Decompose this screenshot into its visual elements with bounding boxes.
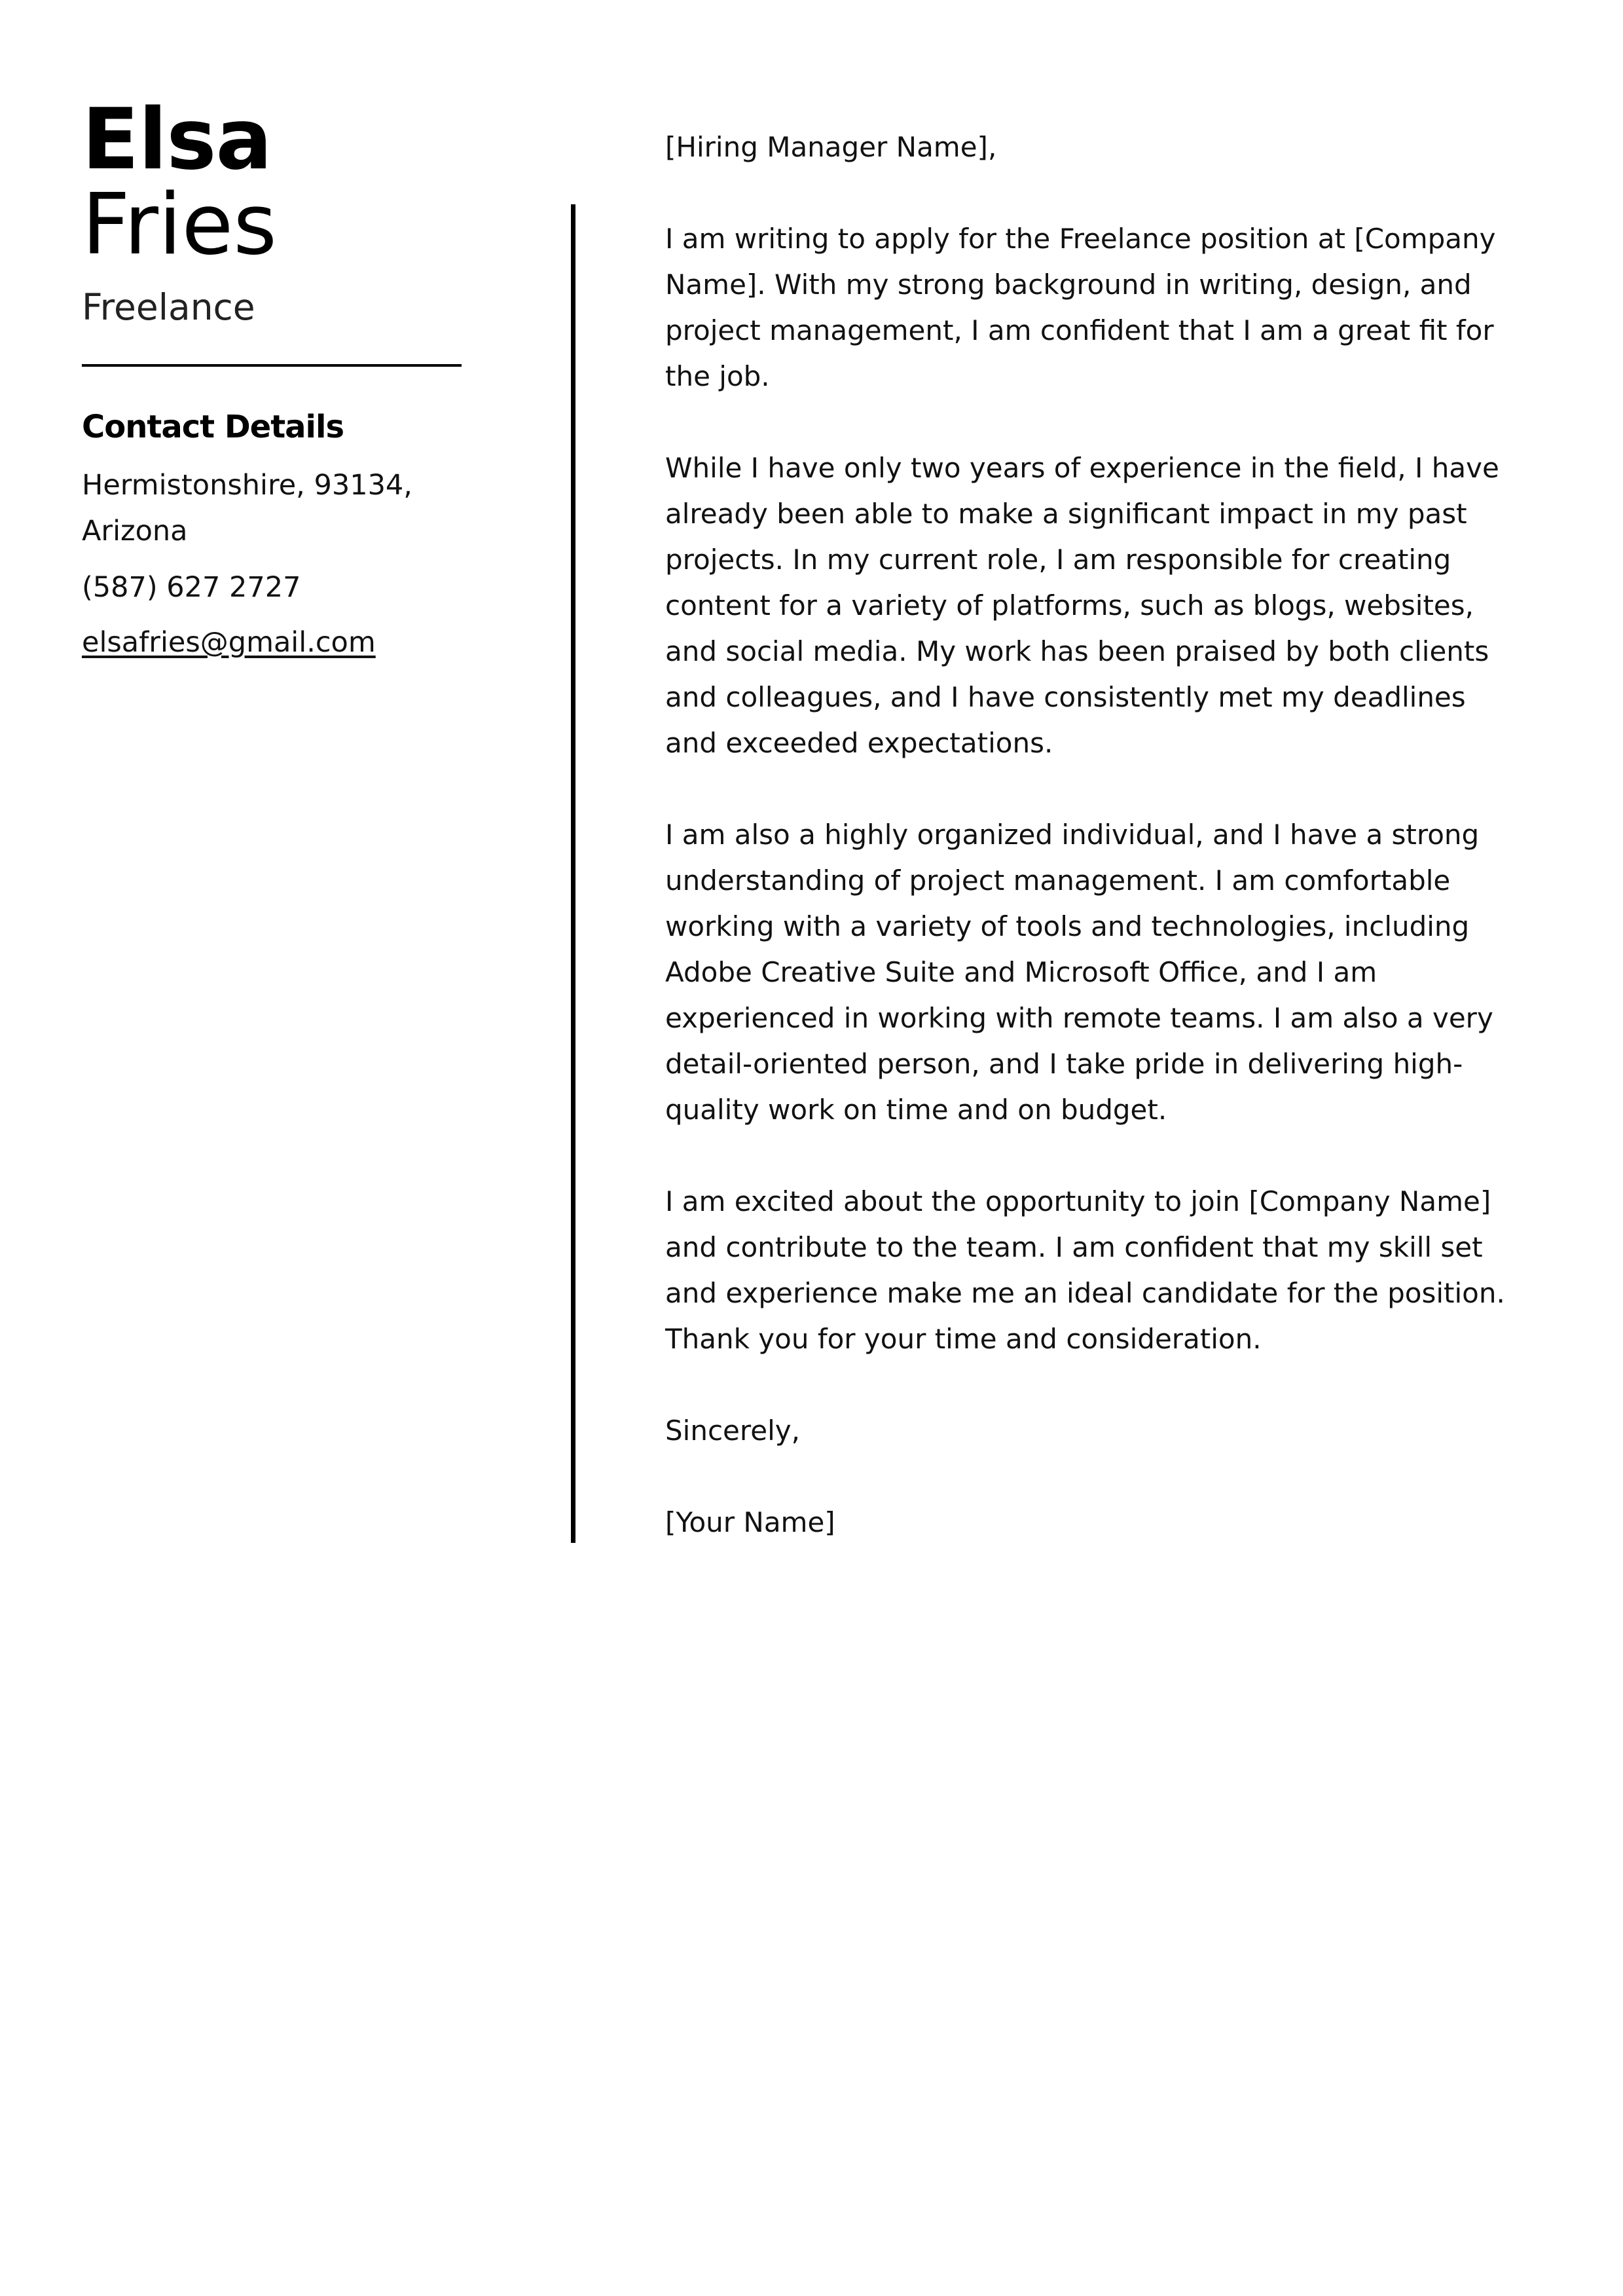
letter-body <box>665 124 1516 1591</box>
contact-email-link[interactable]: elsafries@gmail.com <box>82 626 376 659</box>
sidebar <box>82 91 475 665</box>
contact-address: Hermistonshire, 93134, Arizona <box>82 469 412 547</box>
first-name: Elsa <box>82 91 272 189</box>
vertical-divider <box>571 204 575 1543</box>
contact-phone: (587) 627 2727 <box>82 571 301 604</box>
letter-paragraph: I am excited about the opportunity to join [Company Name] and contribute to the team. I am confident that my skill set and experience make me an ideal candidate for the position. Thank you for your time and consideration. <box>665 1185 1505 1355</box>
letter-salutation: [Hiring Manager Name], <box>665 131 997 163</box>
letter-paragraph: I am writing to apply for the Freelance position at [Company Name]. With my strong background in writing, design, and project management, I am confident that I am a great fit for the job. <box>665 223 1496 392</box>
letter-paragraph: I am also a highly organized individual, and I have a strong understanding of project management. I am comfortable working with a variety of tools and technologies, including Adobe Creative Suite and Microsoft Office, and I am experienced in working with remote teams. I am also a very detail-oriented person, and I take pride in delivering high-quality work on time and on budget. <box>665 819 1493 1126</box>
last-name: Fries <box>82 176 277 274</box>
letter-paragraph: While I have only two years of experience in the field, I have already been able to make a significant impact in my past projects. In my current role, I am responsible for creating content for a variety of platforms, such as blogs, websites, and social media. My work has been praised by both clients and colleagues, and I have consistently met my deadlines and exceeded expectations. <box>665 452 1499 759</box>
letter-signature: [Your Name] <box>665 1506 835 1538</box>
contact-heading: Contact Details <box>82 409 344 445</box>
job-title: Freelance <box>82 286 255 328</box>
sidebar-divider <box>82 364 462 367</box>
letter-closing: Sincerely, <box>665 1415 800 1447</box>
